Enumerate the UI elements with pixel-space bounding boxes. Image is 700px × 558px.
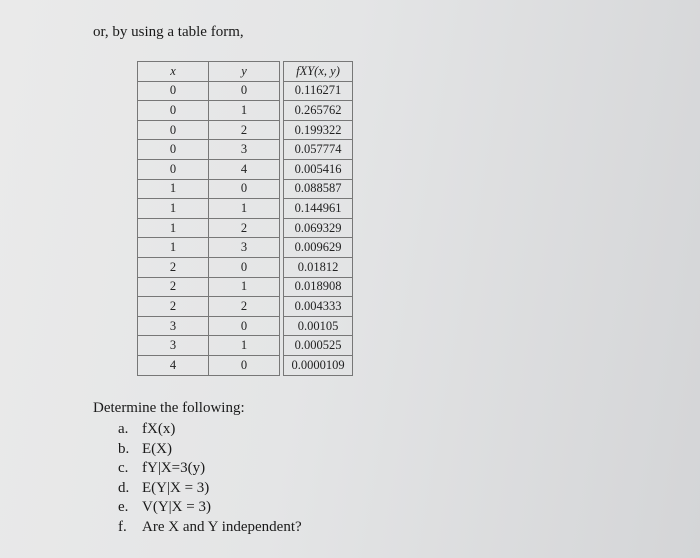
- table-row: [138, 257, 353, 277]
- cell-y: 0: [209, 257, 280, 277]
- cell-y: 0: [209, 355, 280, 375]
- cell-x: 0: [138, 140, 209, 160]
- table-row: [138, 277, 353, 297]
- cell-fxy: 0.057774: [284, 140, 353, 160]
- table-header-row: [138, 62, 353, 82]
- question-item: [118, 518, 302, 538]
- cell-x: 1: [138, 179, 209, 199]
- cell-y: 4: [209, 159, 280, 179]
- table-row: [138, 179, 353, 199]
- cell-y: 2: [209, 218, 280, 238]
- cell-x: 3: [138, 316, 209, 336]
- task-heading: Determine the following:: [93, 400, 245, 416]
- cell-y: 2: [209, 297, 280, 317]
- table-row: [138, 238, 353, 258]
- cell-x: 2: [138, 257, 209, 277]
- cell-x: 0: [138, 81, 209, 101]
- table-row: [138, 140, 353, 160]
- table-row: [138, 120, 353, 140]
- question-item: [118, 479, 302, 499]
- cell-x: 0: [138, 101, 209, 121]
- cell-fxy: 0.009629: [284, 238, 353, 258]
- question-label: f.: [118, 518, 127, 535]
- cell-fxy: 0.004333: [284, 297, 353, 317]
- cell-y: 1: [209, 277, 280, 297]
- cell-fxy: 0.005416: [284, 159, 353, 179]
- cell-x: 4: [138, 355, 209, 375]
- header-x: x: [138, 62, 209, 82]
- question-list: [118, 420, 302, 537]
- cell-x: 0: [138, 159, 209, 179]
- question-label: c.: [118, 460, 129, 476]
- cell-y: 1: [209, 199, 280, 219]
- question-text: fY|X=3(y): [142, 460, 206, 476]
- question-item: [118, 420, 302, 440]
- cell-fxy: 0.265762: [284, 101, 353, 121]
- cell-fxy: 0.069329: [284, 218, 353, 238]
- cell-fxy: 0.144961: [284, 199, 353, 219]
- question-text: Are X and Y independent?: [142, 518, 302, 535]
- intro-text: or, by using a table form,: [93, 24, 244, 40]
- cell-y: 0: [209, 316, 280, 336]
- cell-fxy: 0.01812: [284, 257, 353, 277]
- cell-x: 1: [138, 199, 209, 219]
- table-row: [138, 81, 353, 101]
- table-body: [138, 81, 353, 375]
- question-text: E(X): [142, 440, 172, 457]
- cell-y: 1: [209, 336, 280, 356]
- cell-fxy: 0.00105: [284, 316, 353, 336]
- cell-fxy: 0.116271: [284, 81, 353, 101]
- table-row: [138, 159, 353, 179]
- cell-y: 3: [209, 140, 280, 160]
- table-row: [138, 101, 353, 121]
- cell-y: 3: [209, 238, 280, 258]
- cell-fxy: 0.0000109: [284, 355, 353, 375]
- table-row: [138, 297, 353, 317]
- header-fxy: fXY(x, y): [284, 62, 353, 82]
- table-row: [138, 336, 353, 356]
- cell-x: 1: [138, 218, 209, 238]
- header-y: y: [209, 62, 280, 82]
- cell-y: 2: [209, 120, 280, 140]
- cell-y: 0: [209, 81, 280, 101]
- question-text: fX(x): [142, 421, 176, 437]
- cell-x: 2: [138, 277, 209, 297]
- cell-x: 1: [138, 238, 209, 258]
- cell-y: 1: [209, 101, 280, 121]
- cell-x: 0: [138, 120, 209, 140]
- table-row: [138, 199, 353, 219]
- cell-fxy: 0.000525: [284, 336, 353, 356]
- question-label: e.: [118, 499, 129, 515]
- question-label: b.: [118, 440, 130, 457]
- question-item: [118, 498, 302, 518]
- question-label: a.: [118, 421, 129, 437]
- cell-x: 3: [138, 336, 209, 356]
- table-row: [138, 218, 353, 238]
- cell-y: 0: [209, 179, 280, 199]
- cell-fxy: 0.088587: [284, 179, 353, 199]
- cell-fxy: 0.018908: [284, 277, 353, 297]
- table-row: [138, 316, 353, 336]
- table-row: [138, 355, 353, 375]
- question-item: [118, 440, 302, 460]
- question-label: d.: [118, 479, 130, 496]
- question-text: E(Y|X = 3): [142, 479, 210, 496]
- question-item: [118, 459, 302, 479]
- cell-x: 2: [138, 297, 209, 317]
- joint-pmf-table: [137, 61, 353, 376]
- cell-fxy: 0.199322: [284, 120, 353, 140]
- question-text: V(Y|X = 3): [142, 499, 211, 515]
